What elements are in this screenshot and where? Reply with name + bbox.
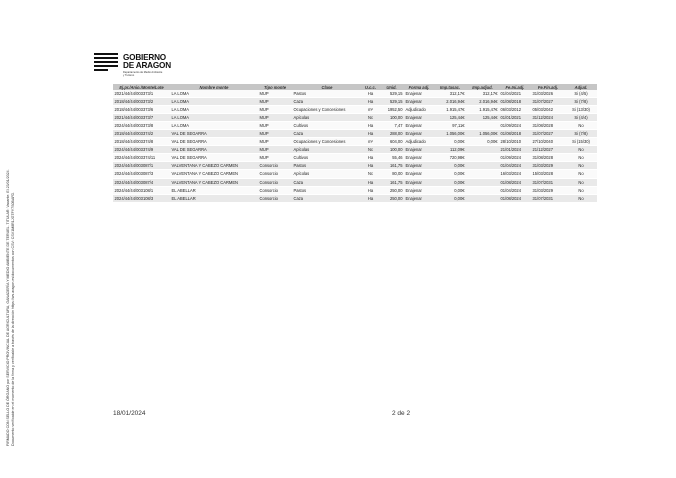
table-cell — [466, 162, 499, 170]
table-cell: Caza — [292, 178, 362, 186]
table-cell: Cultivos — [292, 122, 362, 130]
table-cell: Caza — [292, 194, 362, 202]
header-cell: Ej.pr./Anio./Monte/Lote — [113, 84, 170, 90]
table-cell: 100,00 — [379, 146, 404, 154]
table-row — [113, 162, 597, 170]
aprovechamientos-table — [113, 84, 597, 203]
table-cell: No — [565, 194, 597, 202]
table-row — [113, 178, 597, 186]
table-cell: 250,00 — [379, 186, 404, 194]
table-cell: MUP — [258, 106, 292, 114]
table-cell: Ha — [362, 194, 379, 202]
table-cell: VALVENTANA Y CABEZO CARMEN — [170, 170, 258, 178]
table-cell: 125,44€ — [434, 114, 466, 122]
table-cell: 2024/44/44/003108/3 — [113, 194, 170, 202]
table-cell: MUP — [258, 98, 292, 106]
table-cell: Cultivos — [292, 154, 362, 162]
table-cell: 2024/44/44/003374/9 — [113, 146, 170, 154]
table-cell: 2024/44/44/003374/11 — [113, 154, 170, 162]
table-cell: 312,17€ — [466, 90, 499, 98]
header-cell: Tipo monte — [258, 84, 292, 90]
table-cell: 01/09/2024 — [499, 154, 531, 162]
table-cell: 01/04/2021 — [499, 90, 531, 98]
table-cell: VALVENTANA Y CABEZO CARMEN — [170, 178, 258, 186]
table-cell: No — [565, 122, 597, 130]
gobierno-aragon-logo — [94, 53, 184, 79]
table-cell: 01/04/2024 — [499, 186, 531, 194]
table-row — [113, 98, 597, 106]
table-cell: Apícolas — [292, 146, 362, 154]
table-cell: 31/08/2028 — [531, 154, 565, 162]
table-cell: 250,00 — [379, 194, 404, 202]
table-cell: Enajenar — [404, 130, 434, 138]
table-cell: 0,00€ — [434, 138, 466, 146]
table-cell: Ocupaciones y Concesiones — [292, 138, 362, 146]
table-cell: 31/07/2027 — [531, 130, 565, 138]
table-cell: 21/01/2024 — [499, 146, 531, 154]
table-cell — [466, 194, 499, 202]
table-cell: Ha — [362, 90, 379, 98]
table-cell: Si (15/30) — [565, 138, 597, 146]
table-cell: 01/08/2018 — [499, 98, 531, 106]
table-cell: Enajenar — [404, 194, 434, 202]
table-cell: MUP — [258, 114, 292, 122]
table-cell: 112,09€ — [434, 146, 466, 154]
table-cell: 2018/44/44/003373/6 — [113, 106, 170, 114]
table-cell: Ocupaciones y Concesiones — [292, 106, 362, 114]
logo-title-line1: GOBIERNO — [123, 53, 166, 62]
header-cell: Nombre monte — [170, 84, 258, 90]
table-cell: 2024/44/44/003087/3 — [113, 170, 170, 178]
table-cell: LA LOMA — [170, 98, 258, 106]
table-cell: No — [565, 154, 597, 162]
table-body — [113, 90, 597, 202]
table-cell: 01/08/2024 — [499, 194, 531, 202]
table-cell: 21/12/2027 — [531, 146, 565, 154]
table-cell: 2024/44/44/003087/1 — [113, 162, 170, 170]
table-cell: 01/01/2021 — [499, 114, 531, 122]
header-cell: Unid. — [379, 84, 404, 90]
table-cell: EL ABELLAR — [170, 186, 258, 194]
table-cell: 2.016,94€ — [466, 98, 499, 106]
table-cell: 1.056,00€ — [466, 130, 499, 138]
table-cell: Consorcio — [258, 170, 292, 178]
table-row — [113, 106, 597, 114]
table-cell: Ha — [362, 98, 379, 106]
table-cell: 2024/44/44/003087/4 — [113, 178, 170, 186]
table-cell: 288,00 — [379, 130, 404, 138]
table-cell: Caza — [292, 130, 362, 138]
header-cell: Forma adj. — [404, 84, 434, 90]
table-cell: 01/09/2024 — [499, 122, 531, 130]
table-cell: Si (7/8) — [565, 130, 597, 138]
header-cell: Fe.Fin.adj. — [531, 84, 565, 90]
side-stamp-line1: FIRMADO CON SELLO DE ÓRGANO por SERVICIO PROVINCIAL DE AGRICULTURA, GANADERÍA Y MEDIO AMBIENTE DE TERUEL. TITULAR: Vacante. El 23/01/2024. — [6, 169, 10, 446]
table-cell: 0,00€ — [434, 194, 466, 202]
table-cell: 529,15 — [379, 90, 404, 98]
table-cell: Si (4/4) — [565, 114, 597, 122]
table-cell: No — [565, 170, 597, 178]
table-cell: 2024/44/44/003373/8 — [113, 122, 170, 130]
table-cell: Ha — [362, 178, 379, 186]
table-cell: 06/03/2012 — [499, 106, 531, 114]
table-cell: 720,98€ — [434, 154, 466, 162]
header-cell: U.c.c. — [362, 84, 379, 90]
table-cell: 31/03/2026 — [531, 90, 565, 98]
table-cell: Consorcio — [258, 194, 292, 202]
table-cell: MUP — [258, 122, 292, 130]
table-cell: 0,00€ — [434, 178, 466, 186]
table-cell: Nc — [362, 146, 379, 154]
table-cell: Consorcio — [258, 178, 292, 186]
table-row — [113, 146, 597, 154]
table-cell: Nc — [362, 170, 379, 178]
table-cell: 55,46 — [379, 154, 404, 162]
table-cell: MUP — [258, 130, 292, 138]
table-cell: LA LOMA — [170, 90, 258, 98]
logo-sub-line2: y Turismo — [123, 74, 135, 77]
table-cell: Enajenar — [404, 154, 434, 162]
table-cell: Si (13/30) — [565, 106, 597, 114]
footer-date: 18/01/2024 — [113, 410, 146, 417]
table-cell: 125,44€ — [466, 114, 499, 122]
table-cell: 2021/44/44/003373/7 — [113, 114, 170, 122]
table-cell: 01/08/2018 — [499, 130, 531, 138]
table-cell: No — [565, 162, 597, 170]
table-cell: Enajenar — [404, 162, 434, 170]
table-cell: 161,75 — [379, 162, 404, 170]
table-cell: Nc — [362, 114, 379, 122]
table-cell: Ha — [362, 154, 379, 162]
table-cell: Si (4/5) — [565, 90, 597, 98]
table-cell: 2018/44/44/003373/2 — [113, 98, 170, 106]
table-cell: 31/03/2029 — [531, 186, 565, 194]
table-cell: 7,47 — [379, 122, 404, 130]
table-cell — [466, 154, 499, 162]
table-cell: LA LOMA — [170, 122, 258, 130]
logo-subtitle — [123, 71, 162, 77]
logo-title — [123, 54, 171, 70]
table-cell: Caza — [292, 98, 362, 106]
table-cell: VALVENTANA Y CABEZO CARMEN — [170, 162, 258, 170]
page-number: 2 de 2 — [392, 410, 411, 417]
table-row — [113, 130, 597, 138]
table-cell: Ha — [362, 130, 379, 138]
table-cell: 31/07/2031 — [531, 178, 565, 186]
table-cell: Ha — [362, 162, 379, 170]
table-cell: EL ABELLAR — [170, 194, 258, 202]
table-cell: 1.915,47€ — [434, 106, 466, 114]
table-cell: 2021/44/44/003373/1 — [113, 90, 170, 98]
table-cell: Enajenar — [404, 90, 434, 98]
table-cell: Pastos — [292, 90, 362, 98]
table-cell: 80,00 — [379, 170, 404, 178]
table-cell: 31/03/2029 — [531, 162, 565, 170]
table-cell: 31/08/2028 — [531, 122, 565, 130]
aragon-logo-icon — [94, 53, 120, 71]
table-cell: Si (7/8) — [565, 98, 597, 106]
table-cell: 01/04/2024 — [499, 162, 531, 170]
table-cell: 604,00 — [379, 138, 404, 146]
table-cell: 28/10/2010 — [499, 138, 531, 146]
table-cell: 1.056,00€ — [434, 130, 466, 138]
table-cell — [466, 178, 499, 186]
table-cell: 27/10/2040 — [531, 138, 565, 146]
table-cell: Ha — [362, 186, 379, 194]
table-cell: VAL DE SEGARRA — [170, 138, 258, 146]
table-cell: m² — [362, 106, 379, 114]
table-cell: No — [565, 186, 597, 194]
table-cell: VAL DE SEGARRA — [170, 154, 258, 162]
table-cell: Consorcio — [258, 162, 292, 170]
table-cell: 312,17€ — [434, 90, 466, 98]
table-cell — [466, 146, 499, 154]
table-cell: Enajenar — [404, 146, 434, 154]
table-cell — [466, 170, 499, 178]
table-cell: 31/07/2031 — [531, 194, 565, 202]
header-cell: Imp.tasac. — [434, 84, 466, 90]
table-cell — [466, 122, 499, 130]
table-cell: 0,00€ — [434, 186, 466, 194]
table-cell: 16/03/2024 — [499, 170, 531, 178]
table-cell: 1952,50 — [379, 106, 404, 114]
table-cell: MUP — [258, 154, 292, 162]
logo-title-line2: DE ARAGON — [123, 61, 171, 70]
table-cell: 161,75 — [379, 178, 404, 186]
table-row — [113, 186, 597, 194]
table-cell: 31/07/2027 — [531, 98, 565, 106]
table-cell: 529,15 — [379, 98, 404, 106]
table-cell: Enajenar — [404, 186, 434, 194]
table-cell: 2024/44/44/003108/1 — [113, 186, 170, 194]
table-cell: Adjudicado — [404, 106, 434, 114]
table-cell: MUP — [258, 138, 292, 146]
table-cell: MUP — [258, 90, 292, 98]
table-cell: Ha — [362, 122, 379, 130]
header-cell: Adjud. — [565, 84, 597, 90]
table-cell: VAL DE SEGARRA — [170, 130, 258, 138]
table-cell: Consorcio — [258, 186, 292, 194]
table-row — [113, 138, 597, 146]
table-cell: 15/03/2028 — [531, 170, 565, 178]
table-cell: LA LOMA — [170, 114, 258, 122]
table-row — [113, 154, 597, 162]
table-cell: VAL DE SEGARRA — [170, 146, 258, 154]
table-row — [113, 90, 597, 98]
table-cell: Enajenar — [404, 114, 434, 122]
table-cell: Pastos — [292, 186, 362, 194]
table-cell: 05/03/2042 — [531, 106, 565, 114]
table-cell: 1.915,47€ — [466, 106, 499, 114]
table-row — [113, 114, 597, 122]
table-cell: 2018/44/44/003374/8 — [113, 138, 170, 146]
table-cell: Apícolas — [292, 114, 362, 122]
table-cell: No — [565, 178, 597, 186]
table-cell: 2018/44/44/003374/2 — [113, 130, 170, 138]
table-cell: m² — [362, 138, 379, 146]
table-cell: 100,00 — [379, 114, 404, 122]
table-cell: 0,00€ — [434, 162, 466, 170]
table-cell: 0,00€ — [434, 170, 466, 178]
table-cell: Adjudicado — [404, 138, 434, 146]
header-cell: Fe.Ini.adj. — [499, 84, 531, 90]
table-cell: 31/12/2024 — [531, 114, 565, 122]
table-row — [113, 170, 597, 178]
table-cell: Enajenar — [404, 98, 434, 106]
header-cell: Clase — [292, 84, 362, 90]
table-cell: LA LOMA — [170, 106, 258, 114]
table-row — [113, 194, 597, 202]
header-cell: Imp.adjud. — [466, 84, 499, 90]
logo-sub-line1: Departamento de Medio Ambiente — [123, 71, 163, 74]
table-cell: Apícolas — [292, 170, 362, 178]
table-cell: MUP — [258, 146, 292, 154]
table-cell: Enajenar — [404, 178, 434, 186]
table-cell: 01/08/2024 — [499, 178, 531, 186]
table-cell: No — [565, 146, 597, 154]
table-cell: Enajenar — [404, 170, 434, 178]
side-stamp-line2: Documento verificable en el momento de la firma y verificable a través de la dirección https://ws.aragon.es/documentos con CSV: CSV1M8R1JGTFY7S0BAFD. — [11, 191, 15, 446]
table-cell: 0,00€ — [466, 138, 499, 146]
table-cell: 2.016,94€ — [434, 98, 466, 106]
table-cell: Enajenar — [404, 122, 434, 130]
table-cell: Pastos — [292, 162, 362, 170]
table-row — [113, 122, 597, 130]
table-cell: 97,11€ — [434, 122, 466, 130]
table-cell — [466, 186, 499, 194]
